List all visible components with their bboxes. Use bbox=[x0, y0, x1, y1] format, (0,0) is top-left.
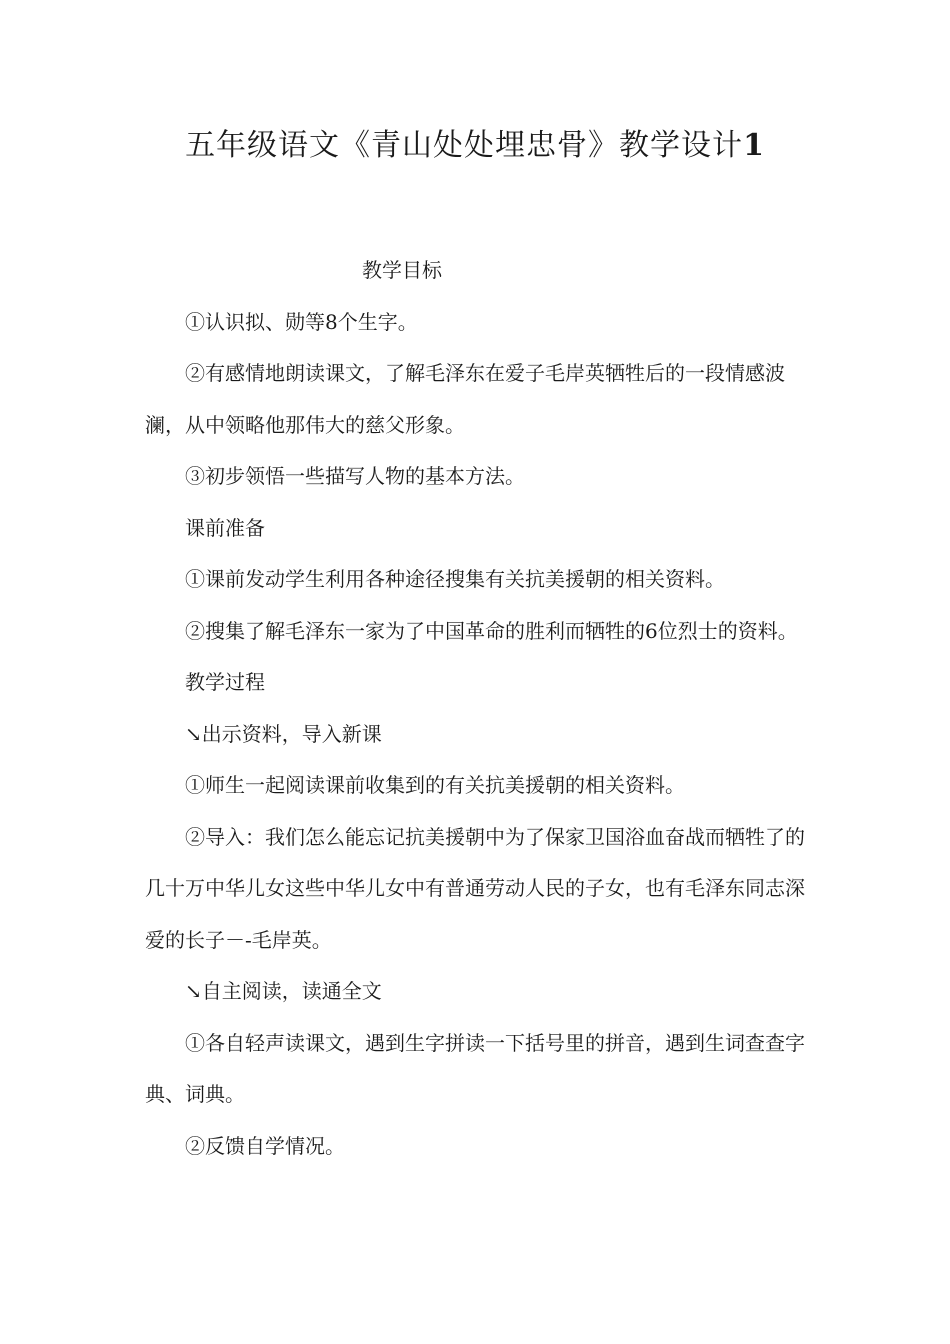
document-body bbox=[145, 245, 805, 1172]
step-2-item-1: ①各自轻声读课文，遇到生字拼读一下括号里的拼音，遇到生词查查字典、词典。 bbox=[145, 1030, 805, 1106]
objective-item-2: ②有感情地朗读课文，了解毛泽东在爱子毛岸英牺牲后的一段情感波澜，从中领略他那伟大的慈父形象。 bbox=[145, 361, 785, 437]
step-1-item-1: ①师生一起阅读课前收集到的有关抗美援朝的相关资料。 bbox=[185, 773, 685, 797]
objective-item-3: ③初步领悟一些描写人物的基本方法。 bbox=[185, 464, 525, 488]
preparation-item-2: ②搜集了解毛泽东一家为了中国革命的胜利而牺牲的6位烈士的资料。 bbox=[185, 618, 798, 643]
document-title-number: 1 bbox=[743, 128, 765, 163]
step-2-item-2: ②反馈自学情况。 bbox=[185, 1133, 345, 1158]
step-1-item-2: ②导入：我们怎么能忘记抗美援朝中为了保家卫国浴血奋战而牺牲了的几十万中华儿女这些中华儿女中有普通劳动人民的子女，也有毛泽东同志深爱的长子－-毛岸英。 bbox=[145, 824, 805, 952]
document-title bbox=[0, 124, 950, 168]
step-1-heading: ↘出示资料，导入新课 bbox=[185, 721, 382, 746]
preparation-item-1: ①课前发动学生利用各种途径搜集有关抗美援朝的相关资料。 bbox=[185, 567, 725, 591]
section-heading-process: 教学过程 bbox=[185, 670, 265, 694]
section-heading-preparation: 课前准备 bbox=[185, 515, 265, 540]
objective-item-1: ①认识拟、勋等8个生字。 bbox=[185, 309, 418, 334]
document-title-text: 五年级语文《青山处处埋忠骨》教学设计 bbox=[185, 128, 744, 163]
step-2-heading: ↘自主阅读，读通全文 bbox=[185, 979, 382, 1003]
section-heading-objectives: 教学目标 bbox=[362, 258, 442, 282]
